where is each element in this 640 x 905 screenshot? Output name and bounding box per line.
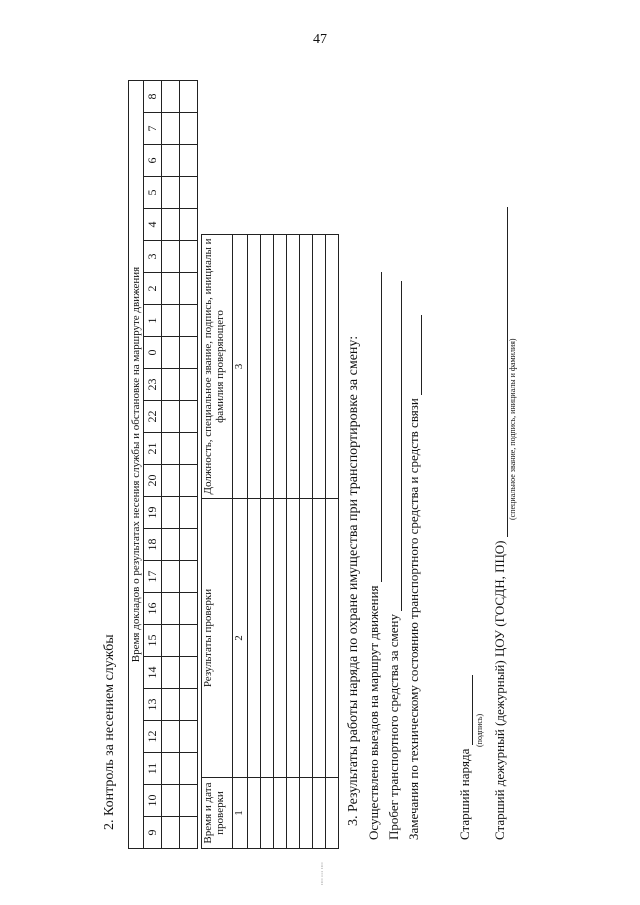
table-cell (180, 369, 198, 401)
table-row (313, 235, 326, 849)
table-cell (162, 625, 180, 657)
table-row (261, 235, 274, 849)
table-cell (261, 235, 274, 499)
hour-header: 16 (144, 593, 162, 625)
table-row (180, 81, 198, 849)
table-row (274, 235, 287, 849)
duty-officer-label: Старший дежурный (дежурный) ЦОУ (ГОСДН, ПЦО) (492, 540, 507, 840)
table-cell (180, 689, 198, 721)
inspector-header: Должность, специальное звание, подпись, инициалы и фамилия проверяющего (202, 235, 233, 499)
table-cell (300, 235, 313, 499)
table-row (248, 235, 261, 849)
table-cell (326, 499, 339, 778)
table-cell (162, 337, 180, 369)
table-cell (162, 529, 180, 561)
table-cell (162, 113, 180, 145)
remarks-field[interactable] (409, 315, 422, 395)
table-cell (180, 785, 198, 817)
table-cell (162, 721, 180, 753)
table-cell (162, 433, 180, 465)
table-cell (180, 177, 198, 209)
table-cell (180, 657, 198, 689)
mileage-line (386, 281, 402, 840)
table-cell (162, 145, 180, 177)
table-row (326, 235, 339, 849)
table-cell (162, 593, 180, 625)
table-cell (162, 465, 180, 497)
hour-header: 10 (144, 785, 162, 817)
check-time-header: Время и дата проверки (202, 778, 233, 849)
hour-header: 2 (144, 273, 162, 305)
duty-officer-field[interactable] (495, 207, 508, 537)
duty-officer-caption: (специальное звание, подпись, инициалы и фамилия) (508, 338, 517, 520)
table-cell (180, 305, 198, 337)
duty-officer-line (492, 207, 508, 840)
table-cell (180, 753, 198, 785)
table-cell (180, 81, 198, 113)
table-cell (162, 209, 180, 241)
mileage-field[interactable] (389, 281, 402, 611)
section3-title: 3. Результаты работы наряда по охране имущества при транспортировке за смену: (346, 335, 361, 826)
hour-header: 20 (144, 465, 162, 497)
report-time-caption: Время докладов о результатах несения службы и обстановке на маршруте движения (129, 81, 144, 849)
table-cell (326, 778, 339, 849)
table-cell (180, 401, 198, 433)
table-cell (180, 241, 198, 273)
table-cell (162, 689, 180, 721)
hour-header: 1 (144, 305, 162, 337)
table-cell (180, 529, 198, 561)
table-cell (162, 273, 180, 305)
table-cell (274, 499, 287, 778)
table-cell (248, 499, 261, 778)
report-time-table (128, 80, 198, 849)
table-cell (313, 778, 326, 849)
hour-header: 17 (144, 561, 162, 593)
hour-header: 23 (144, 369, 162, 401)
table-row (300, 235, 313, 849)
table-row (287, 235, 300, 849)
table-row (162, 81, 180, 849)
hour-header: 13 (144, 689, 162, 721)
table-cell (248, 235, 261, 499)
table-cell (180, 273, 198, 305)
table-cell (287, 778, 300, 849)
table-cell (180, 465, 198, 497)
table-cell (162, 369, 180, 401)
table-cell (180, 209, 198, 241)
table-cell (162, 497, 180, 529)
hour-header: 0 (144, 337, 162, 369)
table-cell (313, 499, 326, 778)
table-cell (180, 145, 198, 177)
table-cell (162, 305, 180, 337)
table-cell (162, 657, 180, 689)
table-cell (180, 625, 198, 657)
page-number: 47 (313, 32, 327, 47)
remarks-label: Замечания по техническому состоянию транспортного средства и средств связи (406, 398, 421, 840)
table-cell (162, 177, 180, 209)
table-cell (326, 235, 339, 499)
trips-field[interactable] (369, 272, 382, 582)
check-table (201, 234, 339, 849)
table-cell (287, 235, 300, 499)
col-number-2: 2 (233, 499, 248, 778)
table-cell (300, 778, 313, 849)
col-number-1: 1 (233, 778, 248, 849)
hour-header: 7 (144, 113, 162, 145)
table-cell (300, 499, 313, 778)
table-cell (180, 593, 198, 625)
senior-signature-line (457, 675, 473, 840)
trips-line (366, 272, 382, 840)
table-cell (180, 721, 198, 753)
table-cell (180, 113, 198, 145)
margin-marks: ⁞ ⁝ ⁞ (320, 861, 324, 887)
hour-header: 14 (144, 657, 162, 689)
section2-title: 2. Контроль за несением службы (102, 634, 117, 830)
hour-header: 19 (144, 497, 162, 529)
hour-header: 15 (144, 625, 162, 657)
hour-header: 6 (144, 145, 162, 177)
hour-header: 4 (144, 209, 162, 241)
mileage-label: Пробег транспортного средства за смену (386, 613, 401, 840)
hour-header: 12 (144, 721, 162, 753)
table-cell (162, 241, 180, 273)
table-cell (248, 778, 261, 849)
hour-header: 18 (144, 529, 162, 561)
table-cell (287, 499, 300, 778)
table-cell (274, 235, 287, 499)
senior-signature-caption: (подпись) (475, 713, 484, 747)
senior-signature-field[interactable] (460, 675, 473, 745)
table-cell (162, 753, 180, 785)
table-cell (261, 499, 274, 778)
table-cell (313, 235, 326, 499)
hour-header: 3 (144, 241, 162, 273)
hour-header: 22 (144, 401, 162, 433)
table-cell (162, 785, 180, 817)
remarks-line (406, 315, 422, 840)
table-cell (180, 561, 198, 593)
hour-header: 11 (144, 753, 162, 785)
table-cell (180, 433, 198, 465)
rotated-form (90, 50, 545, 850)
table-cell (180, 497, 198, 529)
check-results-header: Результаты проверки (202, 499, 233, 778)
trips-label: Осуществлено выездов на маршрут движения (366, 585, 381, 840)
table-cell (162, 401, 180, 433)
table-cell (274, 778, 287, 849)
table-cell (180, 817, 198, 849)
col-number-3: 3 (233, 235, 248, 499)
senior-label: Старший наряда (457, 748, 472, 840)
table-cell (162, 561, 180, 593)
table-cell (261, 778, 274, 849)
hours-row (144, 81, 162, 849)
table-cell (180, 337, 198, 369)
hour-header: 5 (144, 177, 162, 209)
hour-header: 9 (144, 817, 162, 849)
table-cell (162, 817, 180, 849)
table-cell (162, 81, 180, 113)
hour-header: 21 (144, 433, 162, 465)
hour-header: 8 (144, 81, 162, 113)
